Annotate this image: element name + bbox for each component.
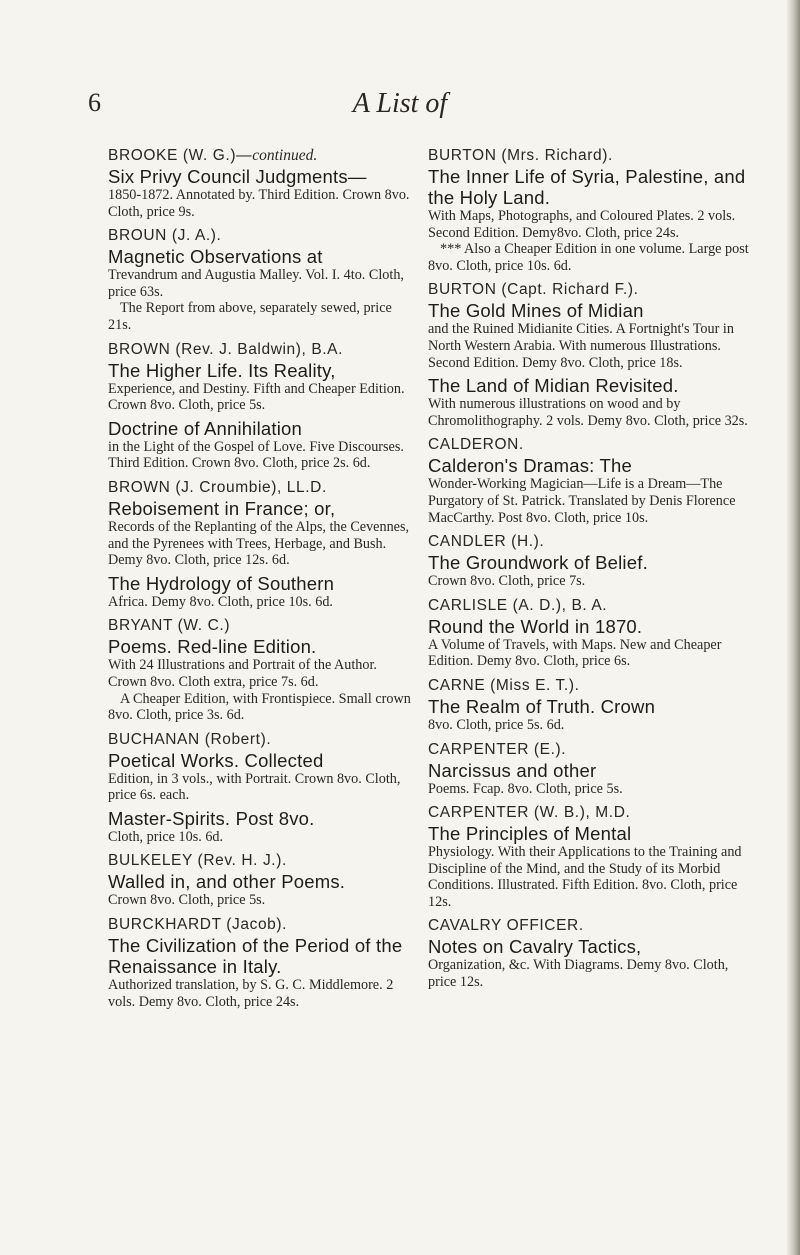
book-note: A Cheaper Edition, with Frontispiece. Small crown 8vo. Cloth, price 3s. 6d. [108,690,411,724]
catalog-entry [428,916,758,990]
book-description: Africa. Demy 8vo. Cloth, price 10s. 6d. [108,593,333,610]
author-name: CANDLER (H.). [428,533,545,551]
catalog-entry [108,146,414,220]
book-description: Crown 8vo. Cloth, price 7s. [428,573,586,590]
book-title: Poems. Red-line Edition. [108,636,317,658]
author-heading [428,803,758,822]
book-title: Six Privy Council Judgments— [108,166,367,187]
book-title: The Hydrology of Southern [108,572,335,594]
book-description: With numerous illustrations on wood and by Chromolithography. 2 vols. Demy 8vo. Cloth, price 32s. [428,396,748,429]
author-heading [108,340,414,359]
catalog-entry [108,730,414,846]
author-name: CALDERON. [428,436,524,454]
book-description: Records of the Replanting of the Alps, the Cevennes, and the Pyrenees with Trees, Herbage, and Bush. Demy 8vo. Cloth, price 12s. 6d. [108,518,410,569]
book-item [108,573,414,611]
book-note: The Report from above, separately sewed, price 21s. [108,300,392,333]
book-item [108,360,414,414]
catalog-entry [428,280,758,429]
author-name: BURTON (Mrs. Richard). [428,147,613,164]
author-name: BUCHANAN (Robert). [108,730,272,748]
book-item [108,636,414,723]
author-name: BROWN (J. Croumbie), LL.D. [108,478,327,496]
book-description: Experience, and Destiny. Fifth and Cheaper Edition. Crown 8vo. Cloth, price 5s. [108,380,405,414]
author-heading [428,532,758,551]
book-title: Master-Spirits. Post 8vo. [108,807,315,829]
book-title: Round the World in 1870. [428,615,643,637]
author-name: BROWN (Rev. J. Baldwin), B.A. [108,340,344,358]
book-description: Poems. Fcap. 8vo. Cloth, price 5s. [428,780,623,797]
author-heading [428,740,758,759]
author-name: BURTON (Capt. Richard F.). [428,281,639,299]
author-name: BURCKHARDT (Jacob). [108,916,288,934]
book-description: Organization, &c. With Diagrams. Demy 8vo. Cloth, price 12s. [428,957,729,991]
catalog-entry [428,676,758,734]
author-name: CARPENTER (W. B.), M.D. [428,804,631,822]
book-description: and the Ruined Midianite Cities. A Fortnight's Tour in North Western Arabia. With numerous Illustrations. Second Edition. Demy 8vo. Cloth, price 18s. [428,321,734,371]
author-name: BRYANT (W. C.) [108,617,231,635]
book-description: 1850-1872. Annotated by. Third Edition. Crown 8vo. Cloth, price 9s. [108,187,410,220]
book-title: Poetical Works. Collected [108,749,324,771]
book-title: The Higher Life. Its Reality, [108,359,336,381]
author-name: BROOKE (W. G.)— [108,147,253,164]
book-description: 8vo. Cloth, price 5s. 6d. [428,716,565,733]
page-header [0,88,800,128]
book-item [108,418,414,472]
author-heading [428,435,758,454]
catalog-entry [428,740,758,798]
book-title: The Inner Life of Syria, Palestine, and the Holy Land. [428,166,746,208]
book-item [108,750,414,804]
catalog-entry [108,340,414,472]
book-item [108,935,414,1010]
catalog-entry [428,532,758,590]
book-note: *** Also a Cheaper Edition in one volume. Large post 8vo. Cloth, price 10s. 6d. [428,241,749,274]
author-name: CARNE (Miss E. T.). [428,676,580,694]
book-item [428,823,758,910]
book-title: The Groundwork of Belief. [428,552,648,574]
book-item [428,760,758,798]
book-item [108,498,414,569]
author-name: BULKELEY (Rev. H. J.). [108,852,287,870]
book-title: The Principles of Mental [428,823,632,845]
author-heading [428,676,758,695]
book-title: Reboisement in France; or, [108,497,336,519]
book-item [428,936,758,990]
book-title: Narcissus and other [428,759,597,781]
book-title: The Land of Midian Revisited. [428,375,679,397]
book-description: Crown 8vo. Cloth, price 5s. [108,892,266,909]
book-title: The Gold Mines of Midian [428,300,644,322]
author-continued: continued. [252,147,318,164]
author-heading [428,916,758,935]
book-title: Notes on Cavalry Tactics, [428,936,642,958]
book-description: Trevandrum and Augustia Malley. Vol. I. 4to. Cloth, price 63s. [108,267,404,300]
catalog-entry [428,435,758,526]
book-item [428,300,758,371]
book-description: With 24 Illustrations and Portrait of the Author. Crown 8vo. Cloth extra, price 7s. 6d. [108,657,377,690]
book-item [108,166,414,220]
catalog-entry [108,616,414,723]
book-item [108,808,414,846]
book-title: Walled in, and other Poems. [108,871,346,893]
book-title: The Realm of Truth. Crown [428,695,656,717]
page-number: 6 [88,88,101,117]
book-title: The Civilization of the Period of the Renaissance in Italy. [108,935,403,978]
author-heading [108,226,414,245]
catalog-entry [428,596,758,670]
author-heading [108,478,414,497]
catalog-entry [108,915,414,1010]
book-title: Magnetic Observations at [108,246,323,268]
author-name: BROUN (J. A.). [108,227,222,245]
book-description: in the Light of the Gospel of Love. Five Discourses. Third Edition. Crown 8vo. Cloth, price 2s. 6d. [108,438,404,472]
running-title: A List of [352,88,448,119]
book-item [428,552,758,590]
author-heading [108,616,414,635]
book-item [428,696,758,734]
right-column [428,146,758,997]
catalog-entry [108,851,414,909]
book-item [108,246,414,333]
catalog-entry [108,478,414,610]
author-heading [428,280,758,299]
book-description: Physiology. With their Applications to the Training and Discipline of the Mind, and the Study of its Morbid Conditions. Illustrated. Fifth Edition. 8vo. Cloth, price 12s. [428,844,742,910]
book-item [428,375,758,429]
book-description: Wonder-Working Magician—Life is a Dream—The Purgatory of St. Patrick. Translated by Denis Florence MacCarthy. Post 8vo. Cloth, price 10s. [428,476,736,526]
author-heading [108,915,414,934]
book-title: Calderon's Dramas: The [428,455,632,477]
book-title: Doctrine of Annihilation [108,417,303,439]
author-name: CAVALRY OFFICER. [428,917,584,935]
book-description: Cloth, price 10s. 6d. [108,828,224,845]
catalog-entry [428,803,758,910]
catalog-entry [428,146,758,274]
catalog-entry [108,226,414,333]
author-name: CARLISLE (A. D.), B. A. [428,596,608,614]
author-heading [428,146,758,165]
left-column [108,146,414,1016]
book-item [108,871,414,909]
author-heading [108,851,414,870]
book-item [428,616,758,670]
book-description: Authorized translation, by S. G. C. Middlemore. 2 vols. Demy 8vo. Cloth, price 24s. [108,977,394,1010]
book-item [428,455,758,526]
page-edge-shadow [786,0,800,1255]
book-description: With Maps, Photographs, and Coloured Plates. 2 vols. Second Edition. Demy8vo. Cloth, price 24s. [428,208,736,241]
author-heading [428,596,758,615]
author-heading [108,730,414,749]
author-name: CARPENTER (E.). [428,740,567,758]
author-heading [108,146,414,165]
book-description: Edition, in 3 vols., with Portrait. Crown 8vo. Cloth, price 6s. each. [108,770,401,804]
book-item [428,166,758,274]
book-description: A Volume of Travels, with Maps. New and Cheaper Edition. Demy 8vo. Cloth, price 6s. [428,636,722,670]
